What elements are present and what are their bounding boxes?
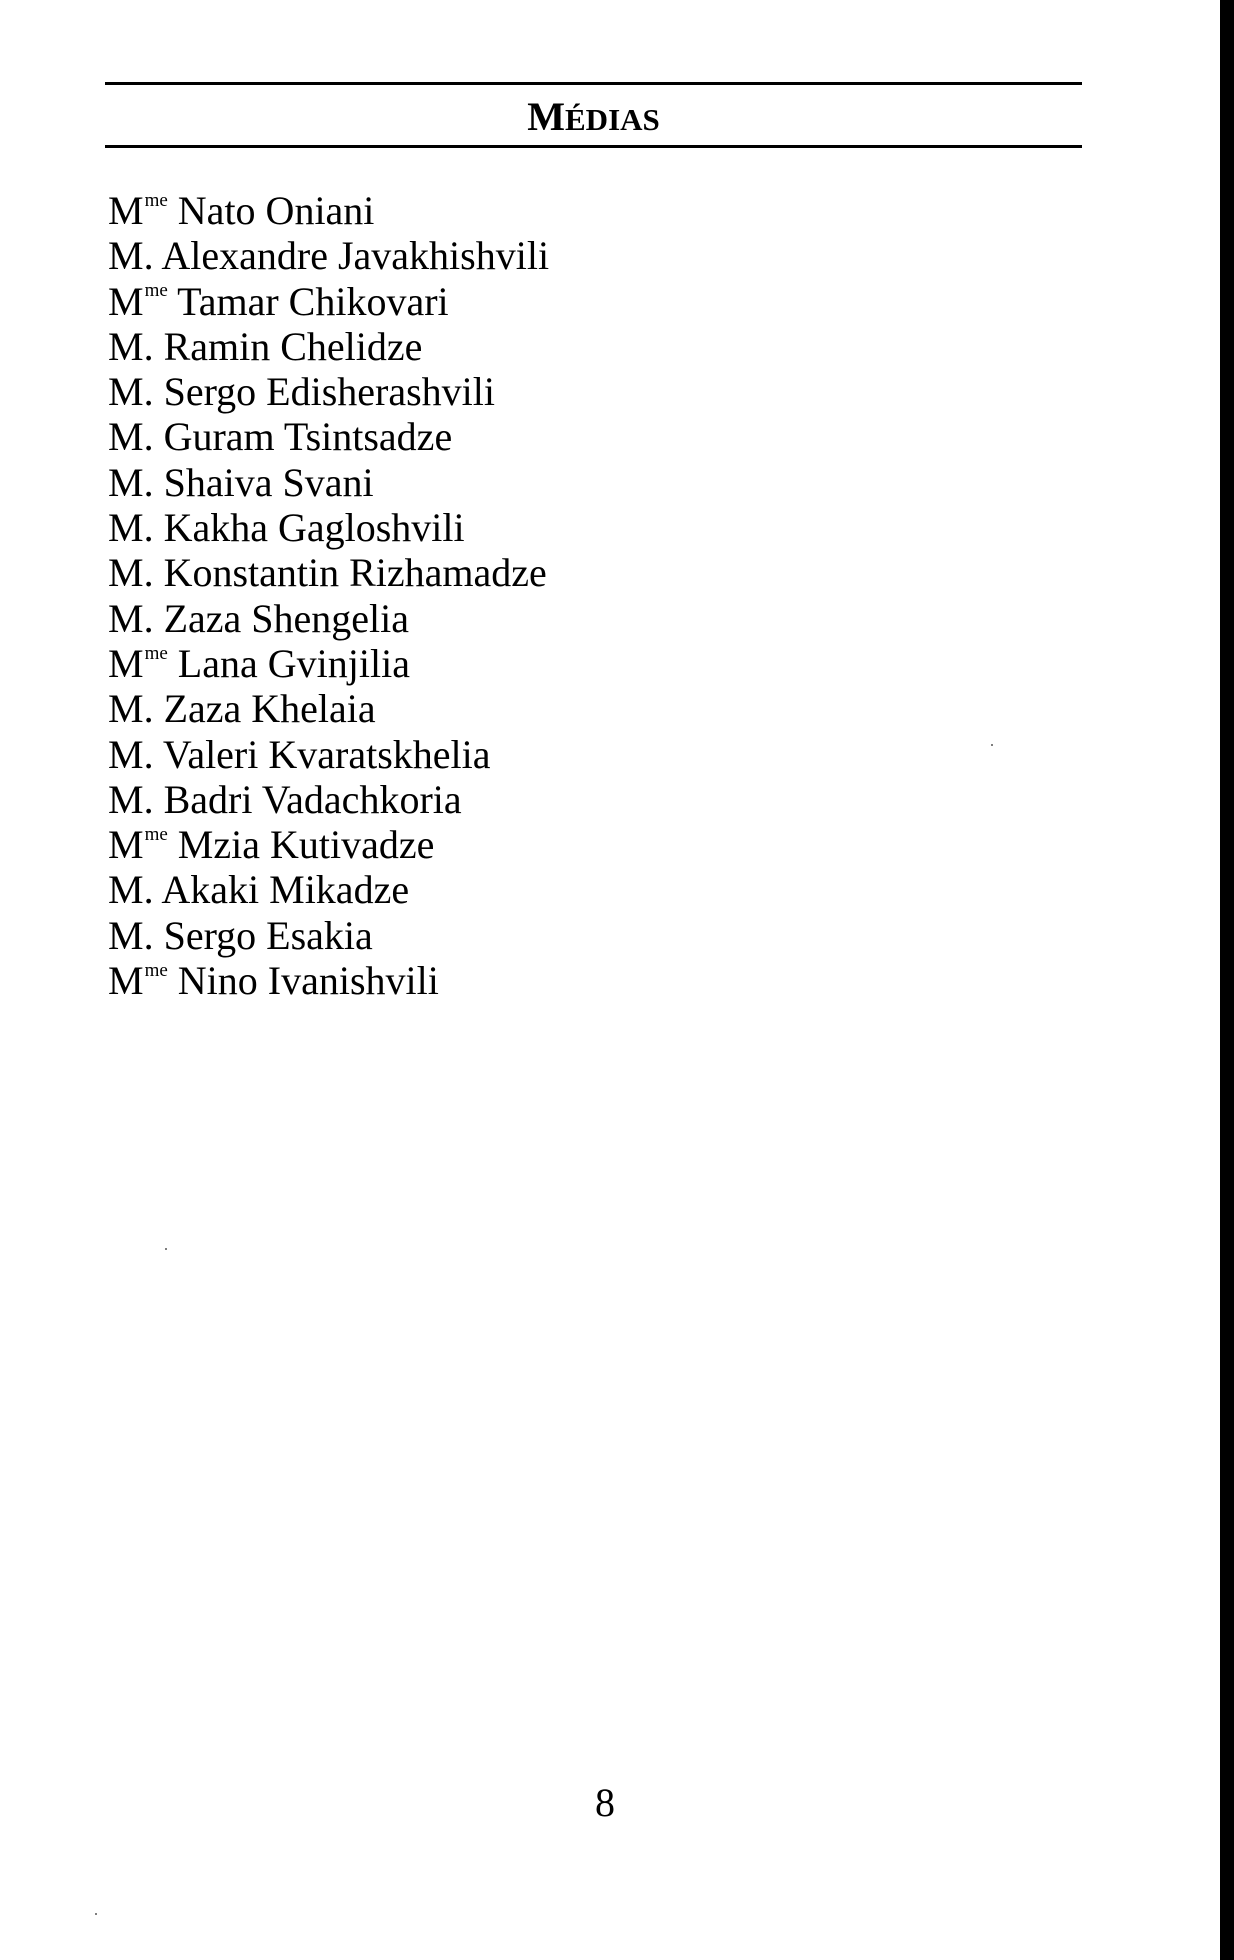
person-name: Shaiva Svani xyxy=(163,459,374,505)
name-list-item xyxy=(108,822,549,867)
section-title-initial: M xyxy=(527,94,565,139)
name-list-item xyxy=(108,460,549,505)
honorific-prefix: M xyxy=(108,958,144,1004)
section-title-rest: ÉDIAS xyxy=(565,102,660,137)
person-name: Ramin Chelidze xyxy=(163,323,423,369)
honorific-prefix: M xyxy=(108,278,144,324)
honorific-superscript: me xyxy=(144,189,168,211)
name-list-item xyxy=(108,958,549,1003)
honorific-prefix: M. xyxy=(108,776,154,822)
person-name: Sergo Edisherashvili xyxy=(163,369,496,415)
person-name: Zaza Shengelia xyxy=(163,595,410,641)
honorific-prefix: M. xyxy=(108,459,154,505)
scan-speck xyxy=(991,744,993,746)
honorific-prefix: M xyxy=(108,188,144,233)
section-title xyxy=(105,92,1082,145)
name-list-item xyxy=(108,188,549,233)
name-list-item xyxy=(108,550,549,595)
name-list-item xyxy=(108,641,549,686)
honorific-prefix: M. xyxy=(108,686,154,732)
person-name: Alexandre Javakhishvili xyxy=(161,233,550,279)
header-rule-top xyxy=(105,82,1082,85)
name-list-item xyxy=(108,324,549,369)
honorific-prefix: M. xyxy=(108,595,154,641)
person-name: Guram Tsintsadze xyxy=(163,414,453,460)
name-list-item xyxy=(108,777,549,822)
person-name: Tamar Chikovari xyxy=(177,278,449,324)
person-name: Valeri Kvaratskhelia xyxy=(162,731,491,777)
person-name: Badri Vadachkoria xyxy=(163,776,462,822)
name-list-item xyxy=(108,686,549,731)
name-list-item xyxy=(108,369,549,414)
person-name: Zaza Khelaia xyxy=(163,686,376,732)
person-name: Kakha Gagloshvili xyxy=(163,505,465,551)
name-list-item xyxy=(108,867,549,912)
name-list-item xyxy=(108,913,549,958)
honorific-prefix: M. xyxy=(108,550,154,596)
honorific-prefix: M. xyxy=(108,414,154,460)
name-list xyxy=(108,188,549,1003)
honorific-prefix: M. xyxy=(108,369,154,415)
person-name: Lana Gvinjilia xyxy=(177,640,410,686)
name-list-item xyxy=(108,279,549,324)
person-name: Nino Ivanishvili xyxy=(177,958,439,1004)
scan-speck xyxy=(95,1913,97,1915)
person-name: Konstantin Rizhamadze xyxy=(163,550,547,596)
honorific-superscript: me xyxy=(144,280,168,302)
honorific-superscript: me xyxy=(144,959,168,981)
page-number: 8 xyxy=(595,1780,615,1825)
honorific-superscript: me xyxy=(144,642,168,664)
honorific-prefix: M. xyxy=(108,731,154,777)
honorific-prefix: M. xyxy=(108,505,154,551)
honorific-prefix: M. xyxy=(108,233,154,279)
person-name: Mzia Kutivadze xyxy=(177,822,435,868)
name-list-item xyxy=(108,505,549,550)
honorific-prefix: M xyxy=(108,822,144,868)
scan-speck xyxy=(165,1248,167,1250)
honorific-prefix: M. xyxy=(108,912,154,958)
honorific-superscript: me xyxy=(144,823,168,845)
honorific-prefix: M. xyxy=(108,867,154,913)
person-name: Akaki Mikadze xyxy=(161,867,410,913)
name-list-item xyxy=(108,414,549,459)
person-name: Sergo Esakia xyxy=(163,912,373,958)
honorific-prefix: M xyxy=(108,640,144,686)
person-name: Nato Oniani xyxy=(177,188,375,233)
header-rule-bottom xyxy=(105,145,1082,148)
scan-edge-border xyxy=(1220,0,1234,1960)
name-list-item xyxy=(108,596,549,641)
name-list-item xyxy=(108,732,549,777)
honorific-prefix: M. xyxy=(108,323,154,369)
name-list-item xyxy=(108,233,549,278)
